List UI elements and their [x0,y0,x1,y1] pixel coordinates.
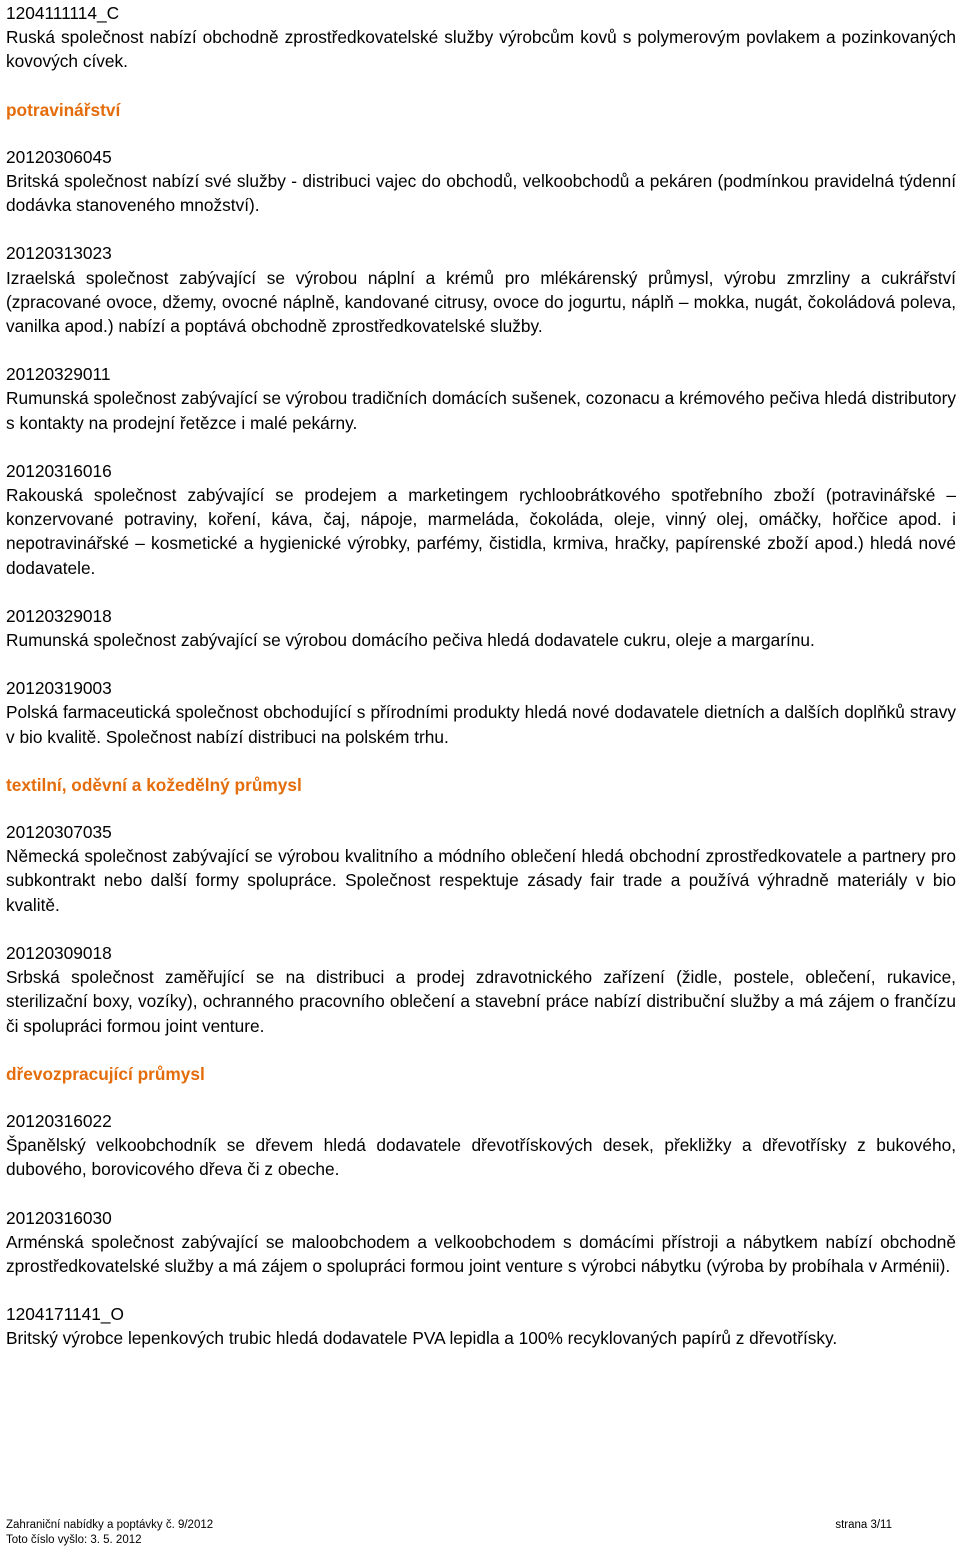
section-heading-wood-industry: dřevozpracující průmysl [6,1063,205,1084]
offer-description: Rumunská společnost zabývající se výrobou domácího pečiva hledá dodavatele cukru, oleje a margarínu. [6,630,815,651]
offer-code: 20120319003 [6,678,112,699]
issue-date: Toto číslo vyšlo: 3. 5. 2012 [6,1533,142,1546]
offer-code: 1204111114_C [6,3,120,23]
section-heading-textile-industry: textilní, oděvní a kožedělný průmysl [6,774,302,795]
offer-description: Arménská společnost zabývající se maloobchodem a velkoobchodem s domácími přístroji a nábytkem nabízí obchodně zprostředkovatelské služby a má zájem o spolupráci formou joint venture s výrobci nábytku (výroba by probíhala v Arménii). [6,1231,956,1276]
offer-item [6,1206,956,1279]
offer-description: Německá společnost zabývající se výrobou kvalitního a módního oblečení hledá obchodní zprostředkovatele a partnery pro subkontrakt nebo další formy spolupráce. Společnost respektuje zásady fair trade a používá výhradně materiály v bio kvalitě. [6,846,956,915]
offer-item [6,1,956,74]
offer-code: 20120316030 [6,1207,112,1228]
offer-description: Britský výrobce lepenkových trubic hledá dodavatele PVA lepidla a 100% recyklovaných papírů z dřevotřísky. [6,1328,838,1349]
offer-item [6,604,956,652]
publication-title: Zahraniční nabídky a poptávky č. 9/2012 [6,1519,214,1531]
offer-item [6,1302,956,1350]
offer-code: 1204171141_O [6,1304,124,1325]
offer-description: Ruská společnost nabízí obchodně zprostředkovatelské služby výrobcům kovů s polymerovým povlakem a pozinkovaných kovových cívek. [6,27,956,72]
offer-description: Polská farmaceutická společnost obchodující s přírodními produkty hledá nové dodavatele dietních a dalších doplňků stravy v bio kvalitě. Společnost nabízí distribuci na polském trhu. [6,702,956,747]
offer-item [6,241,956,338]
offer-code: 20120309018 [6,942,112,963]
offer-code: 20120329011 [6,364,111,385]
page-footer [6,1518,892,1547]
offer-description: Španělský velkoobchodník se dřevem hledá dodavatele dřevotřískových desek, překližky a dřevotřísky z bukového, dubového, borovicového dřeva či z obeche. [6,1135,956,1180]
page-number: strana 3/11 [835,1519,892,1531]
offer-item [6,459,956,580]
offer-item [6,1109,956,1182]
offer-description: Rumunská společnost zabývající se výrobou tradičních domácích sušenek, cozonacu a krémového pečiva hledá distributory s kontakty na prodejní řetězce i malé pekárny. [6,388,956,433]
document-page [6,0,956,1351]
offer-code: 20120306045 [6,146,112,167]
offer-item [6,145,956,218]
offer-item [6,820,956,917]
offer-item [6,676,956,749]
offer-description: Srbská společnost zaměřující se na distribuci a prodej zdravotnického zařízení (židle, postele, oblečení, rukavice, sterilizační boxy, vozíky), ochranného pracovního oblečení a stavební práce nabízí distribuční služby a má zájem o frančízu či spolupráci formou joint venture. [6,967,956,1036]
offer-code: 20120316022 [6,1110,112,1131]
offer-code: 20120307035 [6,822,112,843]
offer-description: Izraelská společnost zabývající se výrobou náplní a krémů pro mlékárenský průmysl, výrobu zmrzliny a cukrářství (zpracované ovoce, džemy, ovocné náplně, kandované citrusy, ovoce do jogurtu, náplň – mokka, nugát, čokoládová poleva, vanilka apod.) nabízí a poptává obchodně zprostředkovatelské služby. [6,267,956,337]
offer-description: Rakouská společnost zabývající se prodejem a marketingem rychloobrátkového spotřebního zboží (potravinářské – konzervované potraviny, koření, káva, čaj, nápoje, marmeláda, čokoláda, oleje, vinný olej, omáčky, hořčice apod. i nepotravinářské – kosmetické a hygienické výrobky, parfémy, čistidla, krmiva, hračky, papírenské zboží apod.) hledá nové dodavatele. [6,485,956,578]
offer-code: 20120316016 [6,460,112,481]
offer-code: 20120313023 [6,243,112,264]
offer-code: 20120329018 [6,605,112,626]
offer-item [6,941,956,1038]
section-heading-food-industry: potravinářství [6,99,121,120]
footer-row [6,1518,892,1533]
offer-item [6,362,956,435]
offer-description: Britská společnost nabízí své služby - distribuci vajec do obchodů, velkoobchodů a pekáren (podmínkou pravidelná týdenní dodávka stanoveného množství). [6,171,956,216]
